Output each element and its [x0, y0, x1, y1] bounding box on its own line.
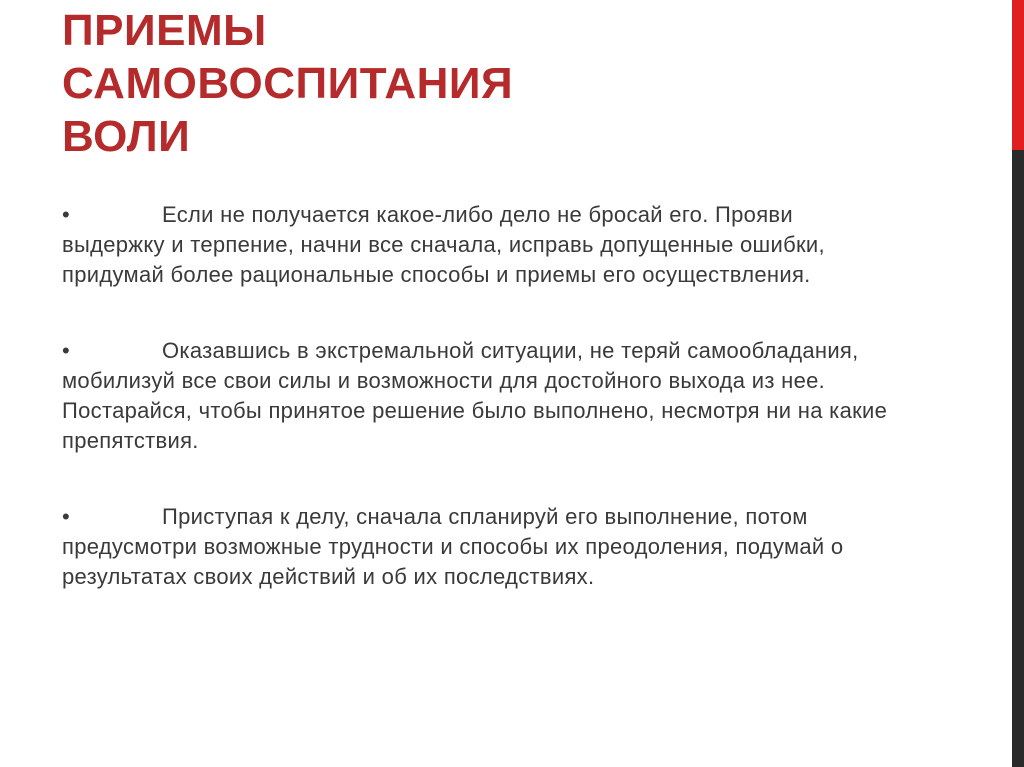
bullet-icon: •: [62, 338, 71, 363]
bullet-icon: •: [62, 202, 71, 227]
bullet-text: Приступая к делу, сначала спланируй его выполнение, потом предусмотри возможные трудности и способы их преодоления, подумай о результатах своих действий и об их последствиях.: [62, 504, 844, 589]
bullet-item: [62, 502, 902, 592]
accent-bar-dark: [1012, 150, 1024, 767]
title-line: САМОВОСПИТАНИЯ: [62, 59, 514, 108]
slide-title: [62, 4, 962, 163]
accent-bar-red: [1012, 0, 1024, 150]
bullet-text: Если не получается какое-либо дело не бросай его. Прояви выдержку и терпение, начни все сначала, исправь допущенные ошибки, придумай более рациональные способы и приемы его осуществления.: [62, 202, 825, 287]
title-line: ПРИЕМЫ: [62, 6, 267, 55]
bullet-item: [62, 336, 902, 456]
bullet-item: [62, 200, 902, 290]
title-line: ВОЛИ: [62, 112, 191, 161]
bullet-list: [62, 200, 902, 638]
bullet-text: Оказавшись в экстремальной ситуации, не теряй самообладания, мобилизуй все свои силы и возможности для достойного выхода из нее. Постарайся, чтобы принятое решение было выполнено, несмотря ни на какие препятствия.: [62, 338, 888, 453]
bullet-icon: •: [62, 504, 71, 529]
